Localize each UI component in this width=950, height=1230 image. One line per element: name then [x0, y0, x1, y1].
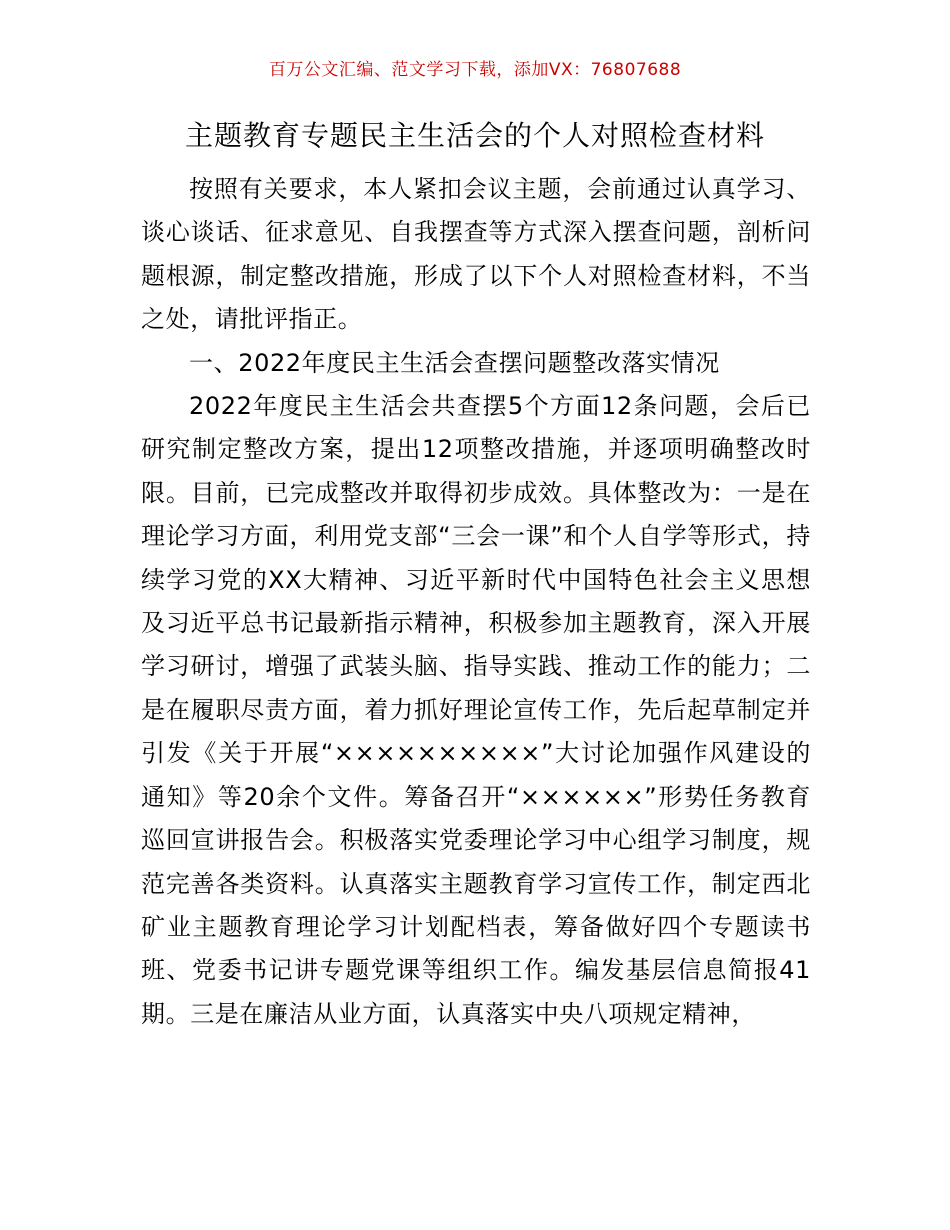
document-title: 主题教育专题民主生活会的个人对照检查材料	[184, 119, 765, 152]
document-body	[141, 168, 811, 1036]
watermark-header-note: 百万公文汇编、范文学习下载，添加VX：76807688	[268, 60, 682, 80]
intro-paragraph: 按照有关要求，本人紧扣会议主题，会前通过认真学习、谈心谈话、征求意见、自我摆查等方式深入摆查问题，剖析问题根源，制定整改措施，形成了以下个人对照检查材料，不当之处，请批评指正。	[141, 175, 811, 334]
section-body-paragraph: 2022年度民主生活会共查摆5个方面12条问题，会后已研究制定整改方案，提出12项整改措施，并逐项明确整改时限。目前，已完成整改并取得初步成效。具体整改为：一是在理论学习方面，利用党支部“三会一课”和个人自学等形式，持续学习党的XX大精神、习近平新时代中国特色社会主义思想及习近平总书记最新指示精神，积极参加主题教育，深入开展学习研讨，增强了武装头脑、指导实践、推动工作的能力；二是在履职尽责方面，着力抓好理论宣传工作，先后起草制定并引发《关于开展“××××××××××”大讨论加强作风建设的通知》等20余个文件。筹备召开“××××××”形势任务教育巡回宣讲报告会。积极落实党委理论学习中心组学习制度，规范完善各类资料。认真落实主题教育学习宣传工作，制定西北矿业主题教育理论学习计划配档表，筹备做好四个专题读书班、党委书记讲专题党课等组织工作。编发基层信息简报41期。三是在廉洁从业方面，认真落实中央八项规定精神，	[141, 392, 811, 1028]
section-heading: 一、2022年度民主生活会查摆问题整改落实情况	[189, 348, 720, 377]
